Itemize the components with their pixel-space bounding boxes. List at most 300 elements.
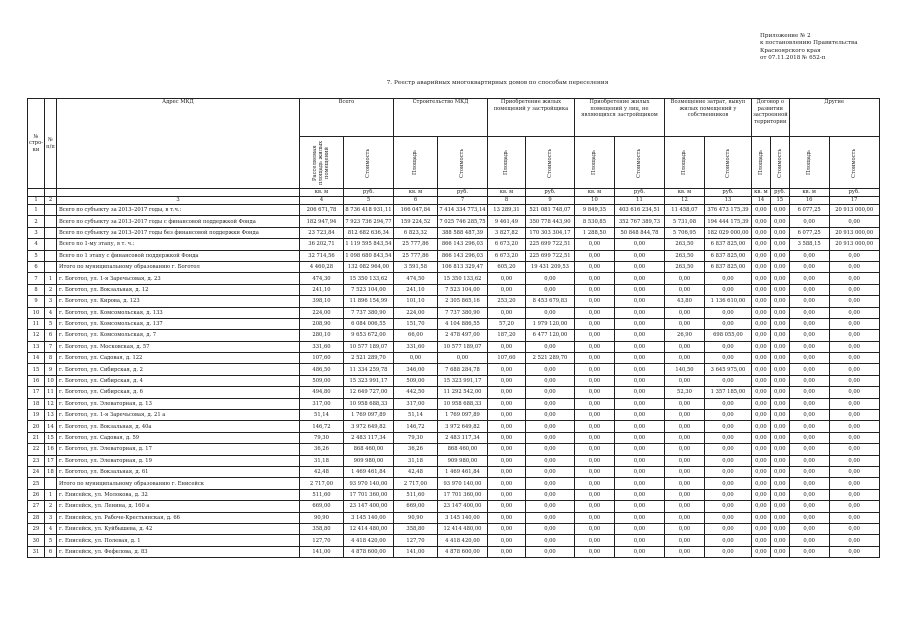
row-number-cell: 29 <box>28 523 45 534</box>
value-cell: 0,00 <box>751 250 770 261</box>
value-cell: 0,00 <box>770 398 789 409</box>
value-cell: 0,00 <box>704 398 751 409</box>
value-cell: 0,00 <box>487 421 525 432</box>
value-cell: 0,00 <box>614 546 664 557</box>
column-number: 10 <box>574 197 614 205</box>
value-cell: 32 714,56 <box>299 250 343 261</box>
value-cell: 0,00 <box>664 353 704 364</box>
value-cell: 0,00 <box>770 284 789 295</box>
value-cell: 0,00 <box>751 546 770 557</box>
pp-number-cell: 9 <box>44 364 56 375</box>
row-number-cell: 15 <box>28 364 45 375</box>
value-cell: 0,00 <box>487 273 525 284</box>
value-cell: 0,00 <box>614 523 664 534</box>
address-cell: г. Боготол, ул. Вокзальная, д. 12 <box>56 284 299 295</box>
address-cell: г. Енисейск, ул. Ленина, д. 160 а <box>56 501 299 512</box>
value-cell: 511,60 <box>299 489 343 500</box>
value-cell: 0,00 <box>704 444 751 455</box>
value-cell: 79,30 <box>393 432 437 443</box>
value-cell: 7 737 380,90 <box>343 307 393 318</box>
pp-number-cell <box>44 239 56 250</box>
value-cell: 7 523 104,00 <box>437 284 487 295</box>
value-cell: 0,00 <box>664 341 704 352</box>
value-cell: 605,20 <box>487 261 525 272</box>
value-cell: 280,10 <box>299 330 343 341</box>
value-cell: 0,00 <box>751 512 770 523</box>
value-cell: 1 098 680 843,54 <box>343 250 393 261</box>
column-number: 11 <box>614 197 664 205</box>
value-cell: 11 292 542,00 <box>437 387 487 398</box>
value-cell: 0,00 <box>574 261 614 272</box>
value-cell: 0,00 <box>525 398 574 409</box>
value-cell: 0,00 <box>704 307 751 318</box>
address-cell: Итого по муниципальному образованию г. Енисейск <box>56 478 299 489</box>
value-cell: 0,00 <box>789 273 829 284</box>
value-cell: 0,00 <box>704 432 751 443</box>
value-cell: 0,00 <box>664 307 704 318</box>
value-cell: 0,00 <box>704 273 751 284</box>
value-cell: 0,00 <box>770 364 789 375</box>
value-cell: 0,00 <box>614 353 664 364</box>
value-cell: 3 972 649,82 <box>343 421 393 432</box>
value-cell: 0,00 <box>789 421 829 432</box>
value-cell: 0,00 <box>487 489 525 500</box>
value-cell: 23 723,84 <box>299 227 343 238</box>
value-cell: 0,00 <box>829 387 879 398</box>
sub-header: Площадь <box>487 137 525 189</box>
unit-label: кв. м <box>393 189 437 197</box>
table-row <box>28 489 880 500</box>
address-cell: г. Енисейск, ул. Куйбышева, д. 42 <box>56 523 299 534</box>
value-cell: 0,00 <box>789 307 829 318</box>
row-number-cell: 21 <box>28 432 45 443</box>
value-cell: 521 081 748,07 <box>525 205 574 216</box>
value-cell: 1 469 461,84 <box>437 466 487 477</box>
column-number: 2 <box>44 197 56 205</box>
value-cell: 12 649 727,00 <box>343 387 393 398</box>
value-cell: 0,00 <box>574 318 614 329</box>
value-cell: 0,00 <box>789 410 829 421</box>
col-header-other: Другие <box>789 99 879 137</box>
row-number-cell: 19 <box>28 410 45 421</box>
value-cell: 0,00 <box>525 455 574 466</box>
value-cell: 93 970 140,00 <box>343 478 393 489</box>
value-cell: 0,00 <box>770 489 789 500</box>
row-number-cell: 8 <box>28 284 45 295</box>
value-cell: 0,00 <box>829 353 879 364</box>
value-cell: 166 047,84 <box>393 205 437 216</box>
value-cell: 0,00 <box>789 501 829 512</box>
col-header-total: Всего <box>299 99 393 137</box>
value-cell: 2 478 497,00 <box>437 330 487 341</box>
value-cell: 0,00 <box>829 546 879 557</box>
value-cell: 3 827,82 <box>487 227 525 238</box>
pp-number-cell <box>44 227 56 238</box>
value-cell: 866 143 296,03 <box>437 250 487 261</box>
value-cell: 0,00 <box>614 398 664 409</box>
value-cell: 0,00 <box>614 364 664 375</box>
value-cell: 15 350 133,62 <box>343 273 393 284</box>
value-cell: 0,00 <box>770 227 789 238</box>
unit-label: кв. м <box>751 189 770 197</box>
value-cell: 0,00 <box>751 364 770 375</box>
value-cell: 31,18 <box>299 455 343 466</box>
value-cell: 8 530,85 <box>574 216 614 227</box>
value-cell: 0,00 <box>487 387 525 398</box>
value-cell: 0,00 <box>487 546 525 557</box>
value-cell: 12 414 480,00 <box>343 523 393 534</box>
value-cell: 0,00 <box>751 466 770 477</box>
value-cell: 6 084 006,55 <box>343 318 393 329</box>
value-cell: 0,00 <box>770 444 789 455</box>
pp-number-cell: 3 <box>44 512 56 523</box>
value-cell: 358,80 <box>393 523 437 534</box>
pp-number-cell: 16 <box>44 444 56 455</box>
value-cell: 0,00 <box>751 284 770 295</box>
value-cell: 101,10 <box>393 296 437 307</box>
value-cell: 6 837 825,00 <box>704 250 751 261</box>
value-cell: 0,00 <box>789 375 829 386</box>
value-cell: 0,00 <box>770 307 789 318</box>
value-cell: 0,00 <box>789 535 829 546</box>
table-row <box>28 239 880 250</box>
value-cell: 909 980,00 <box>437 455 487 466</box>
value-cell: 0,00 <box>770 466 789 477</box>
row-number-cell: 3 <box>28 227 45 238</box>
value-cell: 0,00 <box>704 375 751 386</box>
appendix-line: от 07.11.2018 № 652-п <box>760 55 826 62</box>
value-cell: 909 980,00 <box>343 455 393 466</box>
value-cell: 90,90 <box>393 512 437 523</box>
value-cell: 0,00 <box>487 455 525 466</box>
value-cell: 141,00 <box>299 546 343 557</box>
value-cell: 0,00 <box>751 410 770 421</box>
value-cell: 26,90 <box>664 330 704 341</box>
table-row <box>28 546 880 557</box>
value-cell: 187,20 <box>487 330 525 341</box>
value-cell: 50 848 844,78 <box>614 227 664 238</box>
value-cell: 0,00 <box>829 466 879 477</box>
row-number-cell: 9 <box>28 296 45 307</box>
value-cell: 0,00 <box>574 387 614 398</box>
value-cell: 0,00 <box>704 284 751 295</box>
unit-label: руб. <box>829 189 879 197</box>
column-number: 1 <box>28 197 45 205</box>
pp-number-cell: 12 <box>44 398 56 409</box>
value-cell: 0,00 <box>614 375 664 386</box>
value-cell: 0,00 <box>664 273 704 284</box>
row-number-cell: 28 <box>28 512 45 523</box>
value-cell: 106 813 329,47 <box>437 261 487 272</box>
value-cell: 0,00 <box>614 250 664 261</box>
table-row <box>28 341 880 352</box>
value-cell: 4 104 886,55 <box>437 318 487 329</box>
value-cell: 90,90 <box>299 512 343 523</box>
value-cell: 140,50 <box>664 364 704 375</box>
value-cell: 0,00 <box>487 535 525 546</box>
column-number: 16 <box>789 197 829 205</box>
value-cell: 52,30 <box>664 387 704 398</box>
address-cell: г. Боготол, ул. Кирова, д. 123 <box>56 296 299 307</box>
value-cell: 0,00 <box>525 410 574 421</box>
value-cell: 0,00 <box>770 318 789 329</box>
value-cell: 0,00 <box>751 523 770 534</box>
address-cell: г. Боготол, ул. Элеваторная, д. 19 <box>56 455 299 466</box>
value-cell: 0,00 <box>770 250 789 261</box>
value-cell: 0,00 <box>614 239 664 250</box>
value-cell: 107,60 <box>487 353 525 364</box>
table-row <box>28 444 880 455</box>
value-cell: 0,00 <box>525 523 574 534</box>
value-cell: 388 588 487,39 <box>437 227 487 238</box>
value-cell: 0,00 <box>614 535 664 546</box>
table-row <box>28 421 880 432</box>
col-header-purchase-nondeveloper: Приобретение жилых помещений у лиц, не являющихся застройщиком <box>574 99 664 137</box>
value-cell: 31,18 <box>393 455 437 466</box>
value-cell: 0,00 <box>487 375 525 386</box>
value-cell: 0,00 <box>751 273 770 284</box>
unit-label: кв. м <box>299 189 343 197</box>
value-cell: 0,00 <box>704 489 751 500</box>
registry-table <box>27 98 880 558</box>
pp-number-cell: 4 <box>44 307 56 318</box>
value-cell: 0,00 <box>614 261 664 272</box>
value-cell: 812 682 636,34 <box>343 227 393 238</box>
value-cell: 0,00 <box>614 432 664 443</box>
value-cell: 0,00 <box>574 535 614 546</box>
value-cell: 509,00 <box>299 375 343 386</box>
table-row <box>28 466 880 477</box>
value-cell: 0,00 <box>614 273 664 284</box>
column-number: 12 <box>664 197 704 205</box>
address-cell: г. Енисейск, ул. Молокова, д. 32 <box>56 489 299 500</box>
value-cell: 0,00 <box>487 478 525 489</box>
value-cell: 0,00 <box>789 261 829 272</box>
value-cell: 0,00 <box>829 216 879 227</box>
value-cell: 0,00 <box>574 398 614 409</box>
pp-number-cell <box>44 205 56 216</box>
value-cell: 11 458,07 <box>664 205 704 216</box>
pp-number-cell: 17 <box>44 455 56 466</box>
pp-number-cell: 6 <box>44 330 56 341</box>
value-cell: 0,00 <box>829 501 879 512</box>
value-cell: 0,00 <box>789 387 829 398</box>
sub-header: Площадь <box>664 137 704 189</box>
value-cell: 2 717,00 <box>299 478 343 489</box>
value-cell: 241,10 <box>393 284 437 295</box>
sub-header: Стоимость <box>770 137 789 189</box>
value-cell: 0,00 <box>393 353 437 364</box>
value-cell: 0,00 <box>770 341 789 352</box>
value-cell: 51,14 <box>393 410 437 421</box>
value-cell: 0,00 <box>751 421 770 432</box>
value-cell: 0,00 <box>487 512 525 523</box>
value-cell: 0,00 <box>770 216 789 227</box>
value-cell: 0,00 <box>664 432 704 443</box>
value-cell: 0,00 <box>751 307 770 318</box>
value-cell: 0,00 <box>525 489 574 500</box>
pp-number-cell: 5 <box>44 318 56 329</box>
column-number: 9 <box>525 197 574 205</box>
row-number-cell: 5 <box>28 250 45 261</box>
value-cell: 151,70 <box>393 318 437 329</box>
value-cell: 6 823,32 <box>393 227 437 238</box>
value-cell: 0,00 <box>751 227 770 238</box>
table-row <box>28 535 880 546</box>
value-cell: 0,00 <box>574 421 614 432</box>
address-cell: г. Боготол, ул. 1-я Заречьсовая, д. 21 а <box>56 410 299 421</box>
value-cell: 0,00 <box>614 478 664 489</box>
row-number-cell: 12 <box>28 330 45 341</box>
value-cell: 0,00 <box>574 501 614 512</box>
pp-number-cell: 1 <box>44 273 56 284</box>
value-cell: 11 334 259,78 <box>343 364 393 375</box>
value-cell: 474,30 <box>299 273 343 284</box>
row-number-cell: 22 <box>28 444 45 455</box>
value-cell: 0,00 <box>664 421 704 432</box>
value-cell: 0,00 <box>664 410 704 421</box>
value-cell: 0,00 <box>574 478 614 489</box>
value-cell: 2 521 289,70 <box>525 353 574 364</box>
table-row <box>28 216 880 227</box>
column-number: 7 <box>437 197 487 205</box>
value-cell: 0,00 <box>829 512 879 523</box>
value-cell: 0,00 <box>789 512 829 523</box>
value-cell: 3 645 975,00 <box>704 364 751 375</box>
address-cell: г. Енисейск, ул. Рабоче-Крестьянская, д. 66 <box>56 512 299 523</box>
value-cell: 0,00 <box>487 432 525 443</box>
value-cell: 0,00 <box>487 501 525 512</box>
value-cell: 0,00 <box>614 444 664 455</box>
value-cell: 17 701 360,00 <box>437 489 487 500</box>
value-cell: 132 082 964,00 <box>343 261 393 272</box>
value-cell: 0,00 <box>614 307 664 318</box>
value-cell: 0,00 <box>751 205 770 216</box>
value-cell: 0,00 <box>770 239 789 250</box>
value-cell: 0,00 <box>789 546 829 557</box>
row-number-cell: 7 <box>28 273 45 284</box>
value-cell: 263,50 <box>664 250 704 261</box>
pp-number-cell: 5 <box>44 535 56 546</box>
value-cell: 6 837 825,00 <box>704 239 751 250</box>
value-cell: 3 145 140,00 <box>343 512 393 523</box>
value-cell: 7 923 736 294,77 <box>343 216 393 227</box>
value-cell: 141,00 <box>393 546 437 557</box>
table-row <box>28 432 880 443</box>
column-number: 17 <box>829 197 879 205</box>
value-cell: 0,00 <box>525 364 574 375</box>
col-header-compensation: Возмещение затрат, выкуп жилых помещений у собственников <box>664 99 751 137</box>
value-cell: 9 653 672,00 <box>343 330 393 341</box>
value-cell: 0,00 <box>574 284 614 295</box>
value-cell: 868 460,00 <box>437 444 487 455</box>
value-cell: 0,00 <box>487 466 525 477</box>
unit-label: руб. <box>614 189 664 197</box>
value-cell: 0,00 <box>574 523 614 534</box>
table-row <box>28 478 880 489</box>
value-cell: 0,00 <box>829 284 879 295</box>
value-cell: 0,00 <box>525 501 574 512</box>
table-row <box>28 227 880 238</box>
value-cell: 0,00 <box>525 444 574 455</box>
value-cell: 346,00 <box>393 364 437 375</box>
value-cell: 127,70 <box>299 535 343 546</box>
value-cell: 0,00 <box>664 523 704 534</box>
value-cell: 0,00 <box>574 353 614 364</box>
value-cell: 0,00 <box>789 216 829 227</box>
table-row <box>28 205 880 216</box>
value-cell: 0,00 <box>770 478 789 489</box>
value-cell: 0,00 <box>770 455 789 466</box>
value-cell: 0,00 <box>789 523 829 534</box>
value-cell: 0,00 <box>614 501 664 512</box>
value-cell: 0,00 <box>789 330 829 341</box>
value-cell: 0,00 <box>829 444 879 455</box>
value-cell: 0,00 <box>704 512 751 523</box>
value-cell: 241,10 <box>299 284 343 295</box>
value-cell: 2 483 117,34 <box>343 432 393 443</box>
value-cell: 0,00 <box>789 444 829 455</box>
address-cell: г. Боготол, ул. Московская, д. 57 <box>56 341 299 352</box>
appendix-note <box>760 33 900 63</box>
value-cell: 0,00 <box>664 375 704 386</box>
value-cell: 0,00 <box>704 523 751 534</box>
value-cell: 0,00 <box>614 466 664 477</box>
value-cell: 0,00 <box>487 284 525 295</box>
pp-number-cell <box>44 478 56 489</box>
address-cell: г. Боготол, ул. Элеваторная, д. 13 <box>56 398 299 409</box>
value-cell: 0,00 <box>789 296 829 307</box>
value-cell: 0,00 <box>574 444 614 455</box>
value-cell: 146,72 <box>393 421 437 432</box>
row-number-cell: 4 <box>28 239 45 250</box>
value-cell: 2 305 865,16 <box>437 296 487 307</box>
value-cell: 0,00 <box>614 318 664 329</box>
column-number: 4 <box>299 197 343 205</box>
value-cell: 0,00 <box>829 489 879 500</box>
value-cell: 0,00 <box>525 535 574 546</box>
value-cell: 11 896 154,99 <box>343 296 393 307</box>
value-cell: 698 055,00 <box>704 330 751 341</box>
value-cell: 0,00 <box>751 444 770 455</box>
value-cell: 0,00 <box>770 261 789 272</box>
value-cell: 0,00 <box>751 455 770 466</box>
value-cell: 0,00 <box>789 478 829 489</box>
value-cell: 263,50 <box>664 261 704 272</box>
value-cell: 0,00 <box>770 296 789 307</box>
value-cell: 6 673,20 <box>487 239 525 250</box>
table-row <box>28 501 880 512</box>
row-number-cell: 1 <box>28 205 45 216</box>
value-cell: 376 473 175,39 <box>704 205 751 216</box>
row-number-cell: 17 <box>28 387 45 398</box>
address-cell: г. Боготол, ул. Сибирская, д. 4 <box>56 375 299 386</box>
value-cell: 2 521 289,70 <box>343 353 393 364</box>
value-cell: 0,00 <box>525 512 574 523</box>
value-cell: 0,00 <box>525 421 574 432</box>
value-cell: 6 077,25 <box>789 205 829 216</box>
row-number-cell: 11 <box>28 318 45 329</box>
value-cell: 0,00 <box>664 444 704 455</box>
pp-number-cell <box>44 250 56 261</box>
col-header-pp: № п/п <box>44 99 56 189</box>
unit-label: кв. м <box>487 189 525 197</box>
table-row <box>28 296 880 307</box>
row-number-cell: 30 <box>28 535 45 546</box>
sub-header: Расселяемая площадь жилых помещений <box>299 137 343 189</box>
value-cell: 0,00 <box>487 444 525 455</box>
appendix-line: Красноярского края <box>760 47 821 54</box>
